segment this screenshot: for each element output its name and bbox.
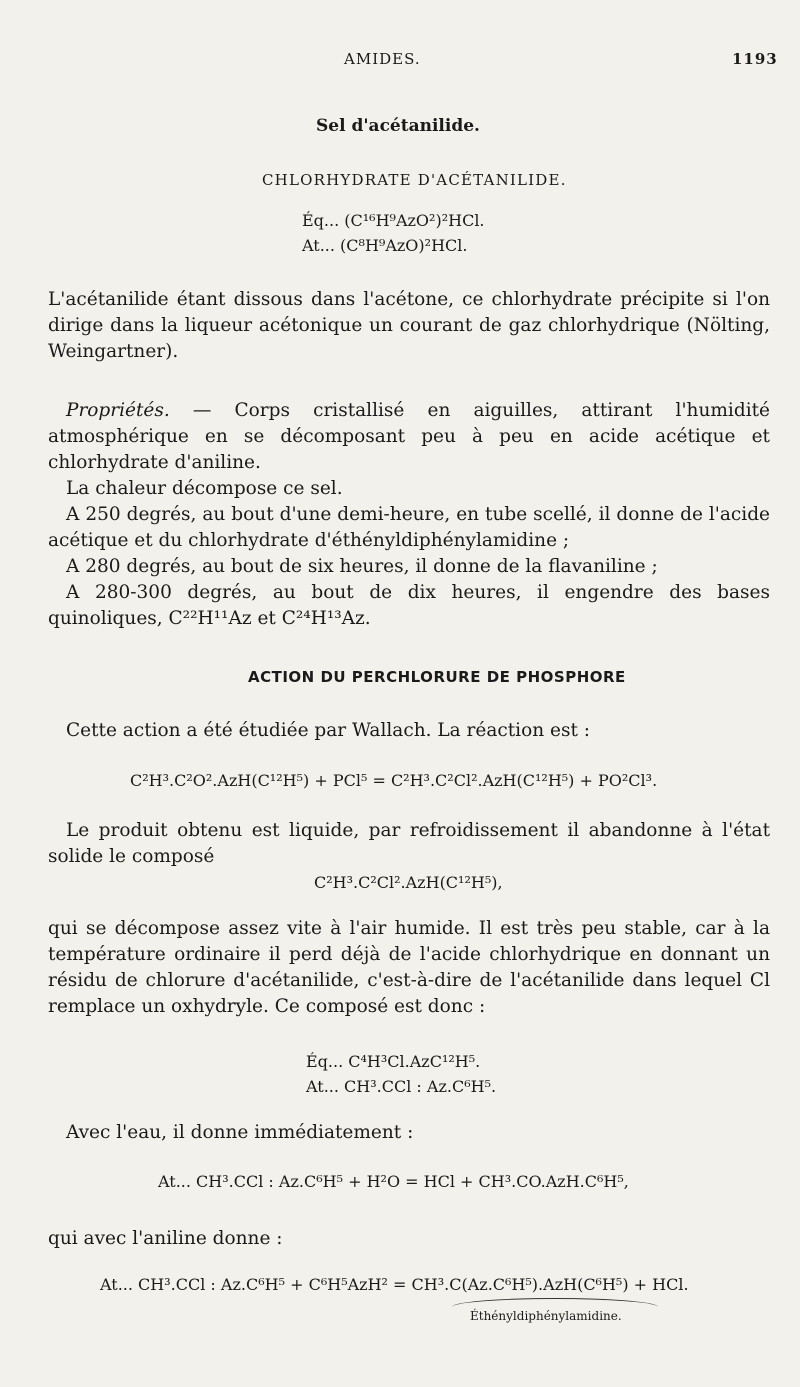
formula-equivalent: Éq... (C¹⁶H⁹AzO²)²HCl. bbox=[302, 211, 485, 230]
aniline-reaction-formula: At... CH³.CCl : Az.C⁶H⁵ + C⁶H⁵AzH² = CH³.C(Az.C⁶H⁵).AzH(C⁶H⁵) + HCl. bbox=[100, 1275, 689, 1294]
properties-line-250: A 250 degrés, au bout d'une demi-heure, en tube scellé, il donne de l'acide acétique et du chlorhydrate d'éthényldiphénylamidine ; bbox=[48, 504, 770, 551]
water-reaction-formula: At... CH³.CCl : Az.C⁶H⁵ + H²O = HCl + CH³.CO.AzH.C⁶H⁵, bbox=[158, 1172, 629, 1191]
brace-label: Éthényldiphénylamidine. bbox=[470, 1309, 622, 1323]
action-intro-text: Cette action a été étudiée par Wallach. La réaction est : bbox=[66, 720, 591, 741]
properties-text: — Corps cristallisé en aiguilles, attirant l'humidité atmosphérique en se décomposant peu à peu en acide acétique et chlorhydrate d'aniline. bbox=[48, 400, 770, 473]
formula-atomic: At... (C⁸H⁹AzO)²HCl. bbox=[302, 236, 468, 255]
paragraph-preparation bbox=[48, 287, 770, 365]
paragraph-properties bbox=[48, 398, 770, 632]
paragraph-aniline bbox=[48, 1226, 770, 1252]
section-subtitle: CHLORHYDRATE D'ACÉTANILIDE. bbox=[262, 171, 567, 189]
properties-line-heat: La chaleur décompose ce sel. bbox=[66, 478, 343, 499]
paragraph-water bbox=[48, 1120, 770, 1146]
paragraph-product bbox=[48, 818, 770, 870]
action-heading: ACTION DU PERCHLORURE DE PHOSPHORE bbox=[248, 668, 626, 686]
section-title: Sel d'acétanilide. bbox=[316, 116, 480, 136]
page-number: 1193 bbox=[732, 50, 778, 68]
decomposition-text: qui se décompose assez vite à l'air humide. Il est très peu stable, car à la température ordinaire il perd déjà de l'acide chlorhydrique en donnant un résidu de chlorure d'acétanilide, c'est-à-dire de l'acétanilide dans lequel Cl remplace un oxhydryle. Ce composé est donc : bbox=[48, 918, 770, 1017]
underbrace bbox=[452, 1298, 658, 1307]
product-text: Le produit obtenu est liquide, par refroidissement il abandonne à l'état solide le composé bbox=[48, 820, 770, 867]
properties-label: Propriétés. bbox=[66, 400, 170, 421]
compound-formula-eq: Éq... C⁴H³Cl.AzC¹²H⁵. bbox=[306, 1052, 481, 1071]
paragraph-preparation-text: L'acétanilide étant dissous dans l'acétone, ce chlorhydrate précipite si l'on dirige dans la liqueur acétonique un courant de gaz chlorhydrique (Nölting, Weingartner). bbox=[48, 289, 770, 362]
reaction-formula: C²H³.C²O².AzH(C¹²H⁵) + PCl⁵ = C²H³.C²Cl².AzH(C¹²H⁵) + PO²Cl³. bbox=[130, 771, 658, 790]
properties-intro bbox=[48, 398, 770, 476]
compound-formula-at: At... CH³.CCl : Az.C⁶H⁵. bbox=[306, 1077, 497, 1096]
water-text: Avec l'eau, il donne immédiatement : bbox=[66, 1122, 414, 1143]
running-title: AMIDES. bbox=[344, 50, 421, 68]
paragraph-action-intro bbox=[48, 718, 770, 744]
product-formula: C²H³.C²Cl².AzH(C¹²H⁵), bbox=[314, 873, 503, 892]
properties-line-280-300: A 280-300 degrés, au bout de dix heures, il engendre des bases quinoliques, C²²H¹¹Az et C²⁴H¹³Az. bbox=[48, 582, 770, 629]
properties-line-280: A 280 degrés, au bout de six heures, il donne de la flavaniline ; bbox=[66, 556, 658, 577]
paragraph-decomposition bbox=[48, 916, 770, 1020]
aniline-text: qui avec l'aniline donne : bbox=[48, 1228, 283, 1249]
